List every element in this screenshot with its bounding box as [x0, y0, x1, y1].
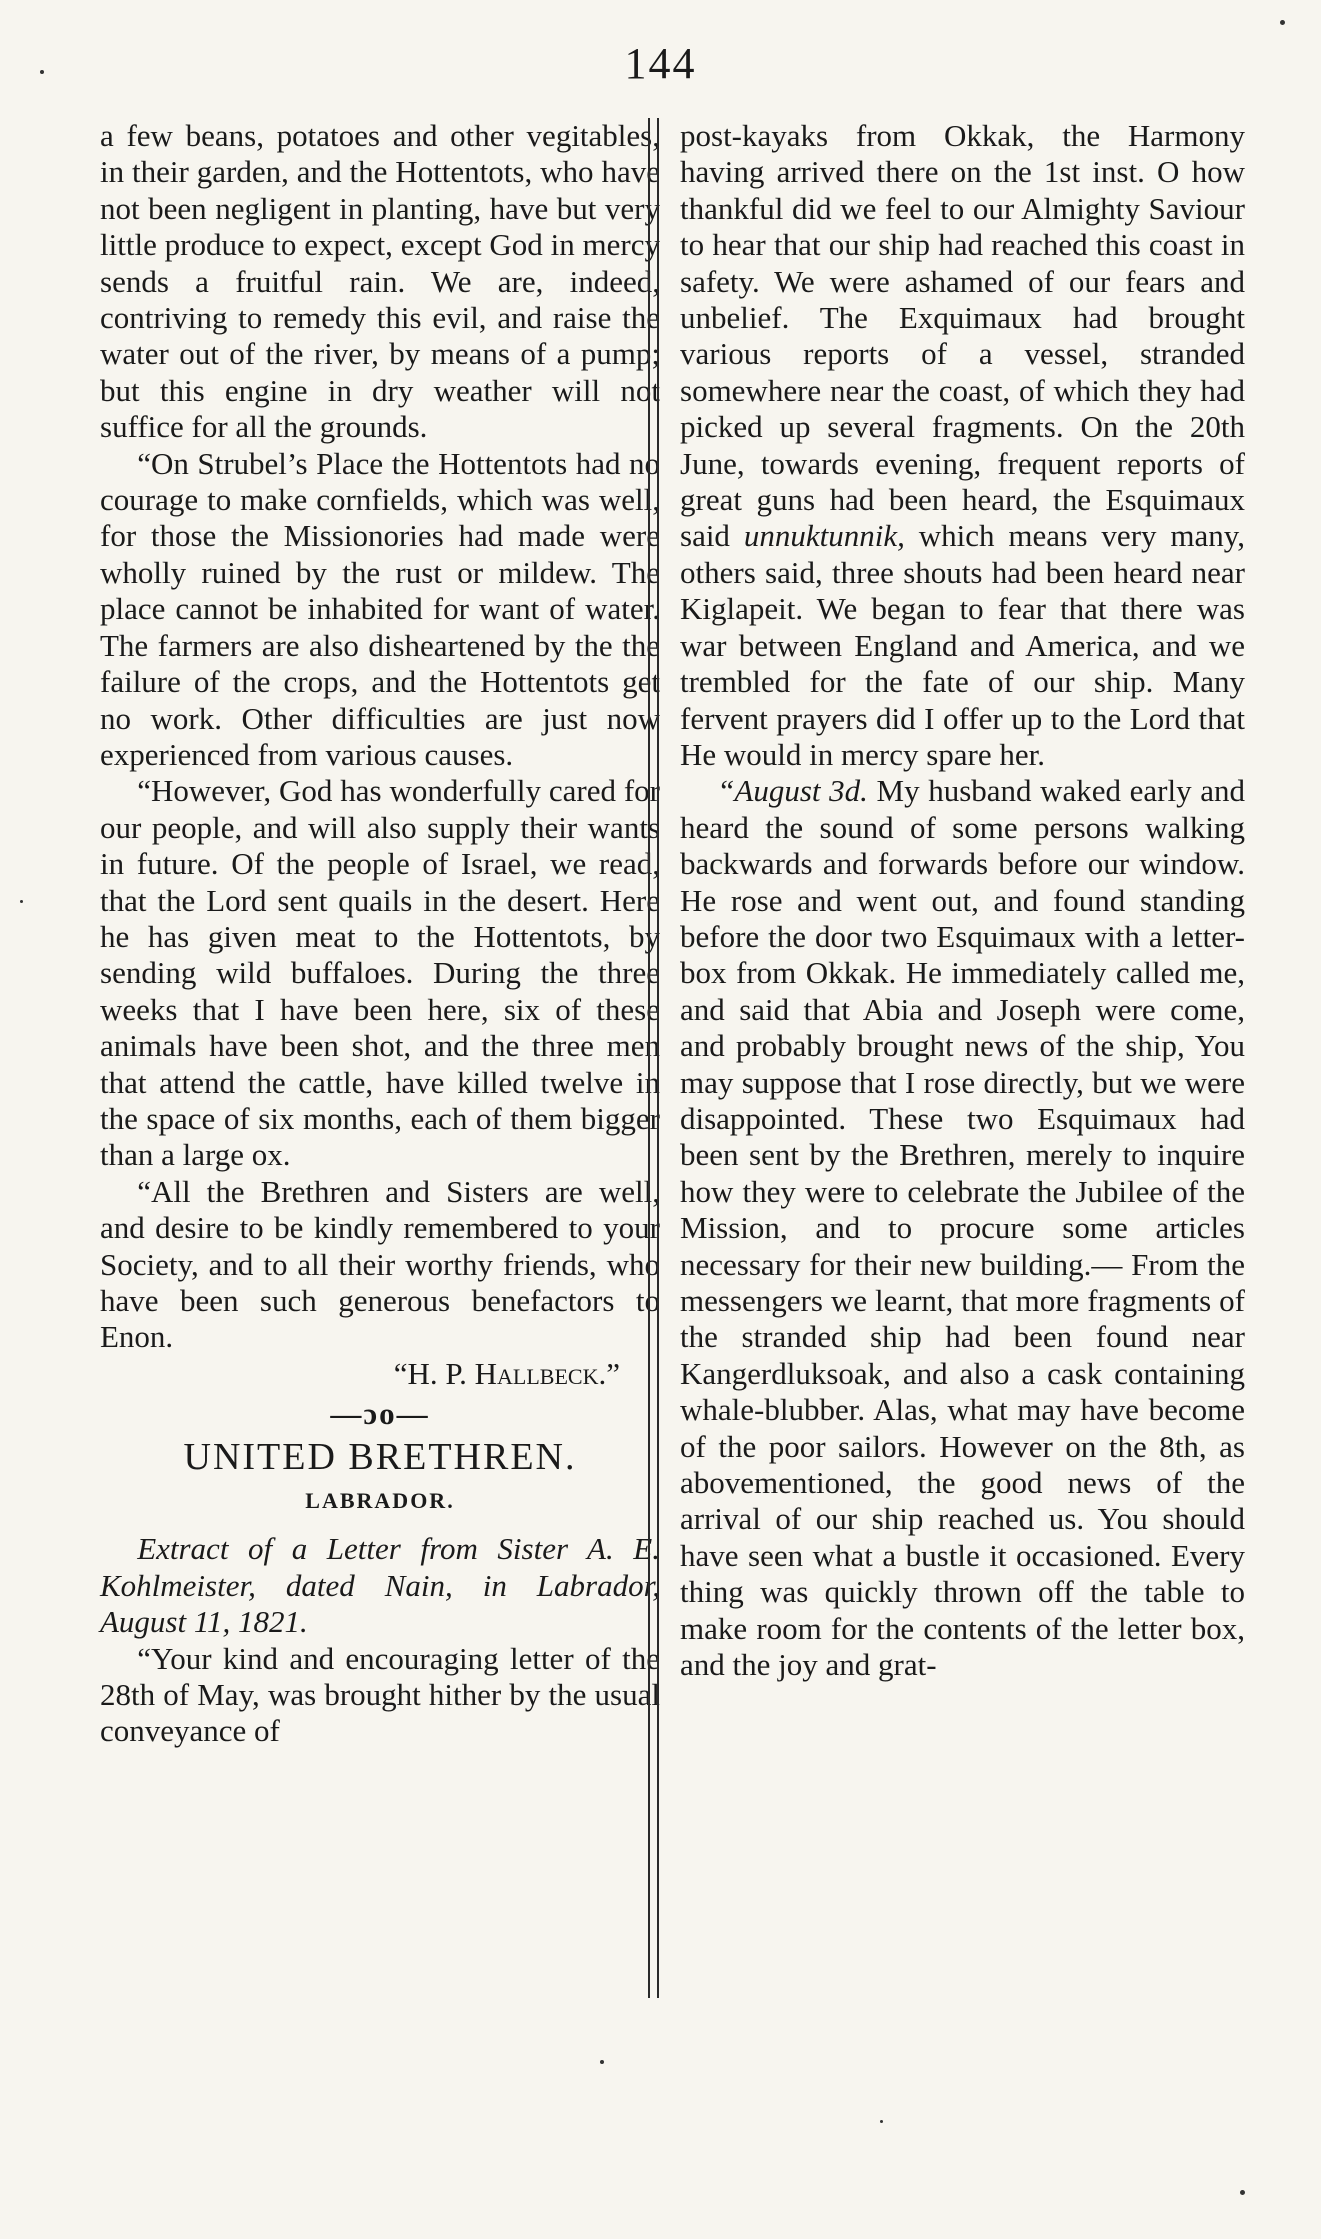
- right-column: [680, 118, 1245, 1683]
- paragraph: “All the Brethren and Sisters are well, and desire to be kindly remembered to your Society, and to all their worthy friends, who have been such generous benefactors to Enon.: [100, 1173, 660, 1355]
- paragraph-text: My husband waked early and heard the sound of some persons walking backwards and forwards before our window. He rose and went out, and found standing before the door two Esquimaux with a letter-box from Okkak. He immediately called me, and said that Abia and Joseph were come, and probably brought news of the ship, You may suppose that I rose directly, but we were disappointed. These two Esquimaux had been sent by the Brethren, merely to inquire how they were to celebrate the Jubilee of the Mission, and to procure some articles necessary for their new building.— From the messengers we learnt, that more fragments of the stranded ship had been found near Kangerdluksoak, and also a cask containing whale-blubber. Alas, what may have become of the poor sailors. However on the 8th, as abovementioned, the good news of the arrival of our ship reached us. You should have seen what a bustle it occasioned. Every thing was quickly thrown off the table to make room for the contents of the letter box, and the joy and grat-: [680, 773, 1245, 1683]
- date-heading: “August 3d.: [717, 773, 868, 809]
- paragraph-text: post-kayaks from Okkak, the Harmony having arrived there on the 1st inst. O how thankful did we feel to our Almighty Saviour to hear that our ship had reached this coast in safety. We were ashamed of our fears and unbelief. The Exquimaux had brought various reports of a vessel, stranded somewhere near the coast, of which they had picked up several fragments. On the 20th June, towards evening, frequent reports of great guns had been heard, the Esquimaux said: [680, 118, 1245, 554]
- left-column: [100, 118, 660, 1750]
- column-divider: [648, 118, 659, 1998]
- paragraph: [680, 773, 1245, 1683]
- subsection-title: LABRADOR.: [305, 1488, 455, 1514]
- section-title: UNITED BRETHREN.: [183, 1435, 577, 1478]
- ornament-divider: —ɔo—: [330, 1396, 430, 1432]
- page-number: 144: [624, 39, 697, 88]
- letter-intro: Extract of a Letter from Sister A. E. Kohlmeister, dated Nain, in Labrador, August 11, 1821.: [100, 1531, 660, 1640]
- paragraph: “On Strubel’s Place the Hottentots had no courage to make cornfields, which was well, for those the Missionories had made were wholly ruined by the rust or mildew. The place cannot be inhabited for want of water. The farmers are also disheartened by the the failure of the crops, and the Hottentots get no work. Other difficulties are just now experienced from various causes.: [100, 445, 660, 772]
- paragraph: “Your kind and encouraging letter of the 28th of May, was brought hither by the usual conveyance of: [100, 1640, 660, 1749]
- native-word: unnuktunnik,: [743, 518, 905, 554]
- paragraph: “However, God has wonderfully cared for our people, and will also supply their wants in future. Of the people of Israel, we read, that the Lord sent quails in the desert. Here he has given meat to the Hottentots, by sending wild buffaloes. During the three weeks that I have been here, six of these animals have been shot, and the three men that attend the cattle, have killed twelve in the space of six months, each of them bigger than a large ox.: [100, 773, 660, 1173]
- paragraph: [680, 118, 1245, 773]
- paragraph-text: which means very many, others said, three shouts had been heard near Kiglapeit. We began to fear that there was war between England and America, and we trembled for the fate of our ship. Many fervent prayers did I offer up to the Lord that He would in mercy spare her.: [680, 518, 1246, 772]
- signature: “H. P. Hallbeck.”: [393, 1355, 620, 1391]
- paragraph: a few beans, potatoes and other vegitables, in their garden, and the Hottentots, who have not been negligent in planting, have but very little produce to expect, except God in mercy sends a fruitful rain. We are, indeed, contriving to remedy this evil, and raise the water out of the river, by means of a pump; but this engine in dry weather will not suffice for all the grounds.: [100, 118, 660, 445]
